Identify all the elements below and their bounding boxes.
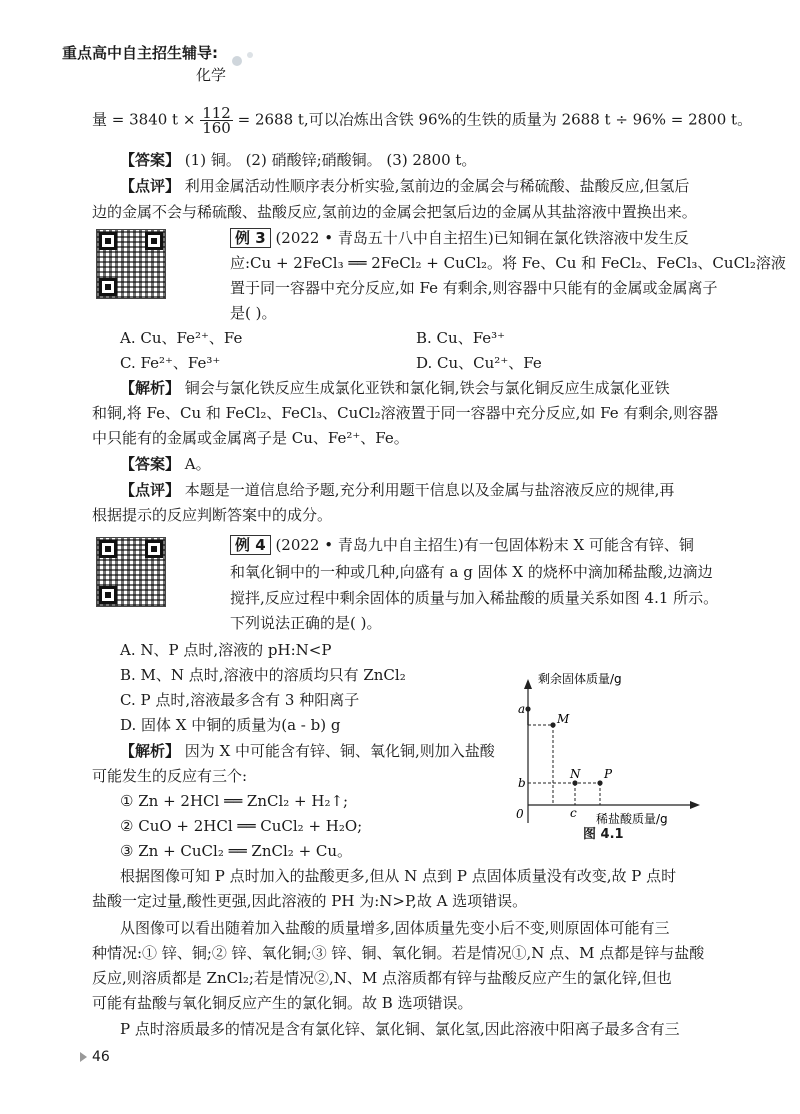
label-n: N	[570, 767, 581, 781]
point-n	[572, 780, 577, 785]
y-axis-arrow-icon	[524, 679, 532, 689]
answer-label: 【答案】	[120, 151, 181, 169]
prev-comment	[120, 176, 689, 196]
ex4-label: 例 4	[230, 535, 271, 555]
answer-text: (1) 铜。 (2) 硝酸锌;硝酸铜。 (3) 2800 t。	[184, 151, 477, 169]
label-p: P	[604, 767, 613, 781]
ex3-q-line-2: 应:Cu + 2FeCl₃ ══ 2FeCl₂ + CuCl₂。将 Fe、Cu 和 FeCl₂、FeCl₃、CuCl₂溶液	[230, 254, 786, 272]
para1-line-2: 盐酸一定过量,酸性更强,因此溶液的 PH 为:N>P,故 A 选项错误。	[92, 892, 528, 910]
ex3-option-a: A. Cu、Fe²⁺、Fe	[120, 329, 243, 347]
ex3-q-line-3: 置于同一容器中充分反应,如 Fe 有剩余,则容器中只能有的金属或金属离子	[230, 279, 718, 297]
comment-label: 【点评】	[120, 177, 181, 195]
header-title: 重点高中自主招生辅导:	[62, 44, 218, 62]
ex3-analysis-1: 铜会与氯化铁反应生成氯化亚铁和氯化铜,铁会与氯化铜反应生成氯化亚铁	[184, 379, 670, 397]
ex3-option-b: B. Cu、Fe³⁺	[416, 329, 506, 347]
ex4-analysis-1: 因为 X 中可能含有锌、铜、氧化铜,则加入盐酸	[184, 742, 495, 760]
comment-line-1: 利用金属活动性顺序表分析实验,氢前边的金属会与稀硫酸、盐酸反应,但氢后	[184, 177, 690, 195]
para2-line-1: 从图像可以看出随着加入盐酸的质量增多,固体质量先变小后不变,则原固体可能有三	[120, 919, 670, 937]
header-subject: 化学	[196, 66, 227, 84]
comment-line-2: 边的金属不会与稀硫酸、盐酸反应,氢前边的金属会把氢后边的金属从其盐溶液中置换出来。	[92, 203, 697, 221]
ex3-q-line-4: 是( )。	[230, 304, 277, 322]
para3-line-1: P 点时溶质最多的情况是含有氯化锌、氯化铜、氯化氢,因此溶液中阳离子最多含有三	[120, 1020, 680, 1038]
para2-line-4: 可能有盐酸与氧化铜反应产生的氯化铜。故 B 选项错误。	[92, 994, 473, 1012]
ex4-option-a: A. N、P 点时,溶液的 pH:N<P	[120, 641, 332, 659]
para2-line-3: 反应,则溶质都是 ZnCl₂;若是情况②,N、M 点溶质都有锌与盐酸反应产生的氯化锌,但也	[92, 969, 672, 987]
ex4-q-line-3: 搅拌,反应过程中剩余固体的质量与加入稀盐酸的质量关系如图 4.1 所示。	[230, 589, 719, 607]
ex3-option-d: D. Cu、Cu²⁺、Fe	[416, 354, 542, 372]
header-decoration	[232, 56, 242, 66]
ex4-analysis-2: 可能发生的反应有三个:	[92, 767, 248, 785]
label-m: M	[557, 712, 570, 726]
fraction	[200, 106, 233, 135]
ex4-q-line-1	[230, 535, 694, 555]
ex3-comment-2: 根据提示的反应判断答案中的成分。	[92, 506, 333, 524]
calc-a: 量 = 3840 t ×	[92, 110, 196, 129]
ex4-q-line-2: 和氧化铜中的一种或几种,向盛有 a g 固体 X 的烧杯中滴加稀盐酸,边滴边	[230, 563, 713, 581]
ex3-q1: (2022 • 青岛五十八中自主招生)已知铜在氯化铁溶液中发生反	[275, 229, 689, 247]
ex3-analysis-2: 和铜,将 Fe、Cu 和 FeCl₂、FeCl₃、CuCl₂溶液置于同一容器中充分反应,如 Fe 有剩余,则容器	[92, 404, 719, 422]
tick-c: c	[570, 806, 577, 820]
figure-caption: 图 4.1	[583, 827, 624, 842]
x-axis-arrow-icon	[690, 801, 700, 809]
ex3-answer-text: A。	[184, 455, 211, 473]
calc-b: = 2688 t,可以冶炼出含铁 96%的生铁的质量为 2688 t ÷ 96% = 2800 t。	[237, 110, 753, 129]
y-axis-label: 剩余固体质量/g	[538, 672, 622, 686]
analysis-label: 【解析】	[120, 379, 181, 397]
qr-code[interactable]	[96, 537, 166, 607]
comment-label: 【点评】	[120, 481, 181, 499]
ex3-label: 例 3	[230, 228, 271, 248]
equation-3: ③ Zn + CuCl₂ ══ ZnCl₂ + Cu。	[120, 842, 353, 860]
equation-2: ② CuO + 2HCl ══ CuCl₂ + H₂O;	[120, 817, 363, 835]
page-marker-icon	[80, 1052, 87, 1062]
ex3-option-c: C. Fe²⁺、Fe³⁺	[120, 354, 221, 372]
answer-label: 【答案】	[120, 455, 181, 473]
ex3-comment	[120, 480, 674, 500]
fraction-denominator: 160	[202, 119, 231, 137]
calc-line	[92, 106, 752, 135]
origin-label: 0	[516, 807, 524, 821]
ex4-option-d: D. 固体 X 中铜的质量为(a - b) g	[120, 716, 341, 734]
header-decoration-small	[247, 52, 253, 58]
para1-line-1: 根据图像可知 P 点时加入的盐酸更多,但从 N 点到 P 点固体质量没有改变,故 P 点时	[120, 867, 677, 885]
tick-b: b	[518, 776, 526, 790]
point-m	[550, 722, 555, 727]
ex3-comment-1: 本题是一道信息给予题,充分利用题干信息以及金属与盐溶液反应的规律,再	[184, 481, 675, 499]
x-axis-label: 稀盐酸质量/g	[596, 812, 668, 826]
ex3-analysis-3: 中只能有的金属或金属离子是 Cu、Fe²⁺、Fe。	[92, 429, 409, 447]
ex4-q-line-4: 下列说法正确的是( )。	[230, 614, 382, 632]
ex3-analysis	[120, 378, 670, 398]
point-p	[597, 780, 602, 785]
ex3-q-line-1	[230, 228, 689, 248]
ex4-analysis	[120, 741, 495, 761]
prev-answer	[120, 150, 476, 170]
analysis-label: 【解析】	[120, 742, 181, 760]
equation-1: ① Zn + 2HCl ══ ZnCl₂ + H₂↑;	[120, 792, 349, 810]
ex4-option-b: B. M、N 点时,溶液中的溶质均只有 ZnCl₂	[120, 666, 406, 684]
qr-code[interactable]	[96, 229, 166, 299]
tick-a: a	[518, 702, 526, 716]
point-a	[525, 706, 530, 711]
ex4-q1: (2022 • 青岛九中自主招生)有一包固体粉末 X 可能含有锌、铜	[275, 536, 694, 554]
fraction-numerator: 112	[202, 104, 231, 122]
ex4-option-c: C. P 点时,溶液最多含有 3 种阳离子	[120, 691, 360, 709]
figure-4-1	[508, 650, 708, 850]
ex3-answer	[120, 454, 211, 474]
para2-line-2: 种情况:① 锌、铜;② 锌、氧化铜;③ 锌、铜、氧化铜。若是情况①,N 点、M 点都是锌与盐酸	[92, 944, 705, 962]
page-number: 46	[92, 1049, 110, 1065]
